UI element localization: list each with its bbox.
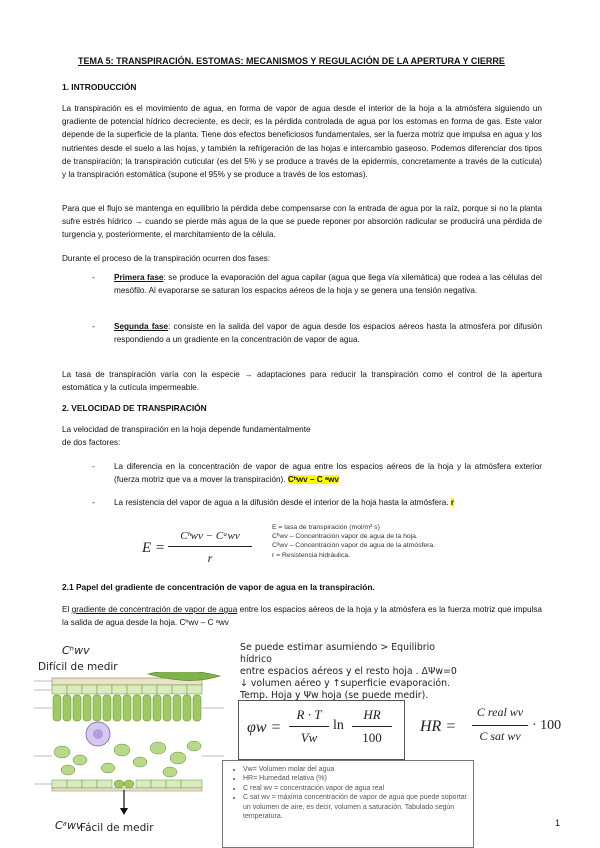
estimation-line: entre espacios aéreos y el resto hoja . ΔΨw=0 [240, 666, 457, 677]
phi-hr-bar [352, 726, 392, 727]
legend-line: Cʰwv – Concentración vapor de agua de la hoja. [272, 533, 418, 541]
phase-2-label: Segunda fase [114, 322, 169, 331]
hr-denominator: C sat wv [479, 729, 521, 743]
page-title: TEMA 5: TRANSPIRACIÓN. ESTOMAS: MECANISMOS Y REGULACIÓN DE LA APERTURA Y CIERRE [78, 56, 505, 66]
legend-line: Cᵃwv – Concentración vapor de agua de la atmósfera. [272, 542, 436, 550]
equation-lhs: E = [142, 540, 166, 556]
caw-label: Cᵃwv [55, 819, 83, 832]
phi-ln: ln [333, 718, 344, 733]
dificil-label: Difícil de medir [38, 661, 118, 673]
facil-label: Fácil de medir [80, 822, 154, 834]
gradient-lead: El [62, 605, 72, 614]
factor-2-text: La resistencia del vapor de agua a la difusión desde el interior de la hoja hasta la atmósfera. [114, 498, 451, 507]
definition-item: • HR= Humedad relativa (%) [243, 774, 473, 783]
factor-1-highlight: Cʰwv – C ᵃwv [287, 475, 339, 485]
vapor-arrow-head [120, 808, 128, 815]
phi-denominator: Vw [300, 730, 318, 745]
guard-cell-left [114, 780, 124, 788]
gradient-rest: entre los espacios aéreos de la hoja y la atmósfera es la fuerza motriz que impulsa la salida de agua desde la hoja. Cʰwv – C ᵃwv [62, 605, 542, 628]
section-heading-introduccion: 1. INTRODUCCIÓN [62, 82, 137, 92]
phi-fraction-bar [289, 726, 329, 727]
legend-line: E = tasa de transpiración (mol/m² s) [272, 524, 380, 531]
hr-tail: · 100 [532, 718, 562, 733]
phi-hr-den: 100 [362, 730, 382, 745]
hr-numerator: C real wv [476, 705, 524, 719]
estimation-notes [240, 642, 460, 702]
estimation-line: Temp. Hoja y Ψw hoja (se puede medir). [240, 690, 429, 701]
section-heading-velocidad: 2. VELOCIDAD DE TRANSPIRACIÓN [62, 403, 207, 413]
velocity-intro-line2: de dos factores: [62, 438, 121, 447]
relative-humidity-formula [420, 700, 580, 758]
phase-2-text: : consiste en la salida del vapor de agua desde los espacios aéreos hasta la atmosfera por difusión respondiendo a un gradiente en la concentración de vapor de agua. [114, 322, 542, 345]
water-potential-formula [238, 700, 405, 760]
phase-1-item: - Primera fase: se produce la evaporación del agua capilar (agua que llega vía xilemática) que rodea a las células del mesófilo. Al evaporarse se saturan los espacios aéreos de la hoja y se genera una tensión negativa. [92, 273, 542, 296]
definition-item: • C real wv = concentración vapor de agua real [243, 784, 473, 793]
intro-paragraph: La transpiración es el movimiento de agua, en forma de vapor de agua desde el interior de la hoja a la atmósfera siguiendo un gradiente de potencial hídrico decreciente, es decir, es la pérdida controlada de agua por los estomas en forma de gas. Este valor depende de la superficie de la planta. Tiene dos efectos beneficiosos fundamentales, ser la fuerza motriz que impulsa en agua y los nutrientes desde el suelo a las hojas, y también la refrigeración de las hojas e intercambio gaseoso. Podemos diferenciar dos tipos de transpiración; la transpiración cuticular (es del 5% y se produce a través de la epidermis, concretamente a través de la cutícula) y la transpiración estomática (supone el 95% y se produce a través de los estomas). [62, 104, 542, 180]
leaf-cross-section-diagram [30, 672, 235, 822]
factor-1-item: - La diferencia en la concentración de vapor de agua entre los espacios aéreos de la hoja y la atmósfera exterior (fuerza motriz que va a mover la transpiración). Cʰwv – C ᵃwv [92, 462, 542, 485]
legend-line: r = Resistencia hidráulica. [272, 551, 351, 559]
fraction-bar [168, 546, 252, 547]
velocity-intro-line1: La velocidad de transpiración en la hoja depende fundamentalmente [62, 425, 311, 434]
page-number: 1 [554, 818, 560, 828]
lower-cuticle [52, 788, 202, 791]
xylem [93, 729, 103, 739]
transpiration-equation [142, 530, 252, 572]
equation-numerator: Cʰwv − Cᵃwv [180, 530, 240, 542]
phase-2-item: - Segunda fase: consiste en la salida del vapor de agua desde los espacios aéreos hasta la atmosfera por difusión respondiendo a un gradiente en la concentración de vapor de agua. [92, 322, 542, 345]
hr-lhs: HR = [420, 718, 457, 735]
definition-item: • Vw= Volumen molar del agua [243, 765, 473, 774]
gradient-paragraph [62, 603, 542, 629]
upper-epidermis [52, 685, 202, 694]
phase-1-text: : se produce la evaporación del agua capilar (agua que llega vía xilemática) que rodea a las células del mesófilo. Al evaporarse se saturan los espacios aéreos de la hoja y se genera una tensión negativa. [114, 273, 542, 296]
chw-label: Cʰwv [62, 644, 90, 657]
estimation-line: Se puede estimar asumiendo > Equilibrio hídrico [240, 642, 435, 665]
definitions-box [222, 760, 474, 848]
factor-1-text: La diferencia en la concentración de vapor de agua entre los espacios aéreos de la hoja y la atmósfera exterior (fuerza motriz que va a mover la transpiración). [114, 462, 542, 485]
palisade-mesophyll [53, 695, 201, 721]
factor-2-highlight: r [450, 498, 454, 507]
equation-legend [272, 523, 492, 560]
phi-hr: HR [363, 707, 381, 722]
factor-2-item: - La resistencia del vapor de agua a la difusión desde el interior de la hoja hasta la atmósfera. r [92, 498, 454, 507]
hr-fraction-bar [472, 725, 528, 726]
flow-paragraph: Para que el flujo se mantenga en equilibrio la pérdida debe compensarse con la entrada de agua por la raíz, porque si no la planta sufre estrés hídrico → cuando se pierde más agua de la que se puede reponer por absorción radicular se producirá una pérdida de turgencia y, posteriormente, el marchitamiento de la célula. [62, 204, 542, 240]
phase-1-label: Primera fase [114, 273, 164, 282]
phi-lhs: φw = [247, 719, 282, 736]
spongy-mesophyll [54, 741, 201, 777]
equation-denominator: r [207, 551, 213, 565]
phases-intro: Durante el proceso de la transpiración ocurren dos fases: [62, 254, 270, 263]
estimation-line: ↓ volumen aéreo y ↑superficie evaporación. [240, 678, 451, 689]
definition-item: • C sat wv = máxima concentración de vapor de agua que puede soportar un volumen de aire, es decir, volumen a saturación. Tabulado según temperatura. [243, 793, 473, 821]
rate-paragraph: La tasa de transpiración varía con la especie → adaptaciones para reducir la transpiración como el control de la apertura estomática y la cutícula impermeable. [62, 370, 542, 393]
section-heading-gradiente: 2.1 Papel del gradiente de concentración de vapor de agua en la transpiración. [62, 582, 375, 592]
phi-numerator: R · T [296, 707, 322, 722]
gradient-underlined: gradiente de concentración de vapor de agua [71, 605, 238, 614]
guard-cell-right [124, 780, 134, 788]
